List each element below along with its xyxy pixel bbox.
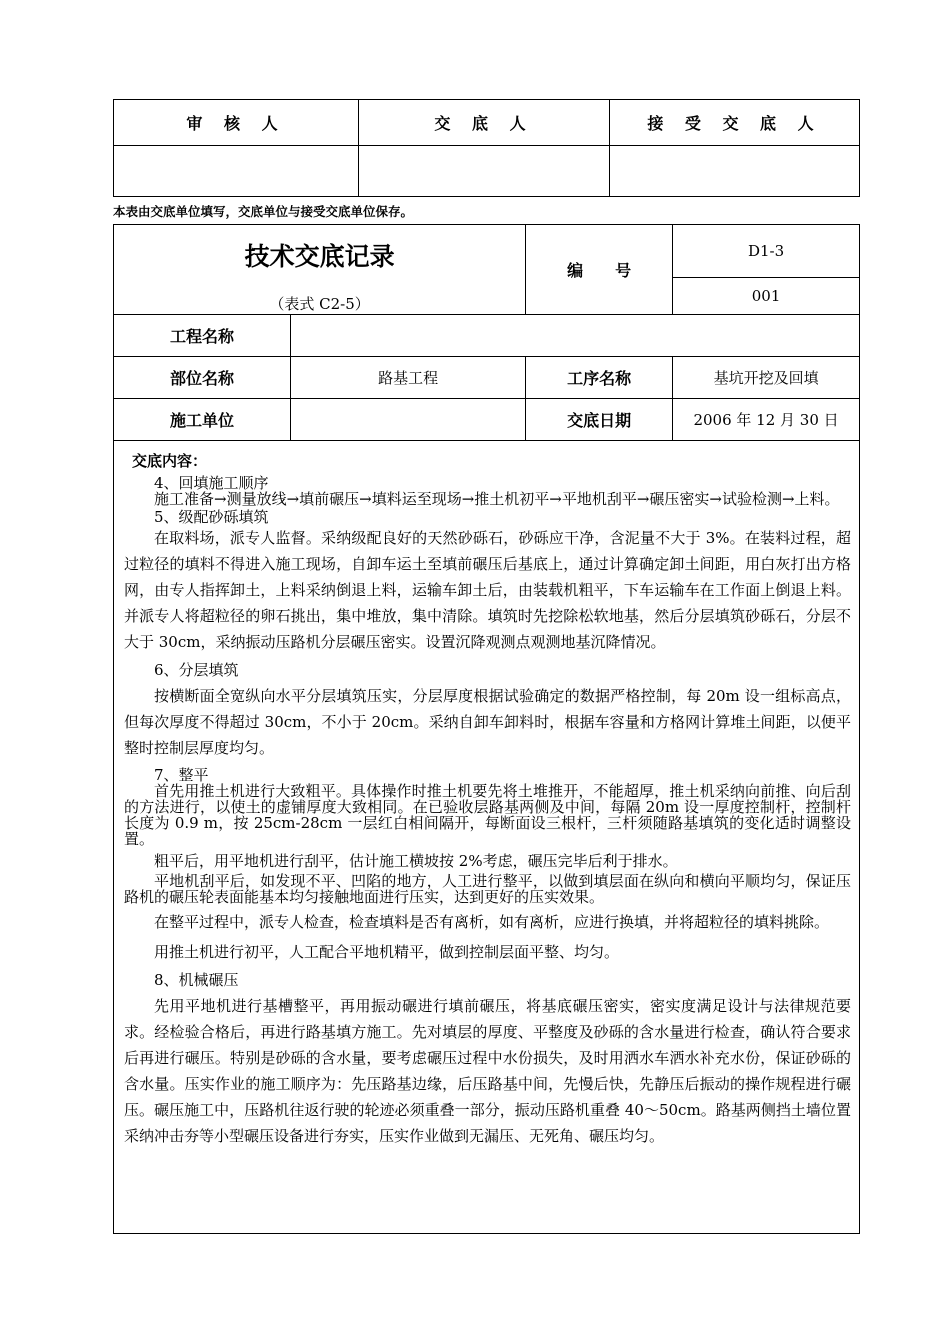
section-7-title: 7、整平	[154, 766, 209, 784]
date-label: 交底日期	[526, 399, 673, 441]
storage-note: 本表由交底单位填写，交底单位与接受交底单位保存。	[113, 204, 414, 219]
project-name-label: 工程名称	[114, 315, 291, 357]
record-title: 技术交底记录	[244, 242, 395, 271]
number-value-1: D1-3	[673, 225, 860, 278]
contractor-label: 施工单位	[114, 399, 291, 441]
presenter-signature-cell[interactable]	[359, 146, 610, 197]
presenter-header: 交 底 人	[359, 100, 610, 146]
content-heading: 交底内容：	[132, 452, 208, 470]
record-table	[113, 224, 860, 1234]
reviewer-header: 审 核 人	[114, 100, 359, 146]
section-7-para-2: 粗平后，用平地机进行刮平，估计施工横坡按 2%考虑，碾压完毕后利于排水。	[154, 852, 678, 870]
section-8-text: 先用平地机进行基槽整平，再用振动碾进行填前碾压，将基底碾压密实，密实度满足设计与法律规范要求。经检验合格后，再进行路基填方施工。先对填层的厚度、平整度及砂砾的含水量进行检查，确认符合要求后再进行碾压。特别是砂砾的含水量，要考虑碾压过程中水份损失，及时用洒水车洒水补充水份，保证砂砾的含水量。压实作业的施工顺序为：先压路基边缘，后压路基中间，先慢后快，先静压后振动的操作规程进行碾压。碾压施工中，压路机往返行驶的轮迹必须重叠一部分，振动压路机重叠 40～50cm。路基两侧挡土墙位置采纳冲击夯等小型碾压设备进行夯实，压实作业做到无漏压、无死角、碾压均匀。	[124, 997, 851, 1145]
reviewer-signature-cell[interactable]	[114, 146, 359, 197]
section-4-text: 施工准备→测量放线→填前碾压→填料运至现场→推土机初平→平地机刮平→碾压密实→试验检测→上料。	[154, 490, 840, 508]
process-name-label: 工序名称	[526, 357, 673, 399]
section-8-title: 8、机械碾压	[154, 971, 239, 989]
signature-table	[113, 99, 860, 197]
number-label: 编 号	[526, 225, 673, 315]
part-name-label: 部位名称	[114, 357, 291, 399]
section-7-para-4: 在整平过程中，派专人检查，检查填料是否有离析，如有离析，应进行换填，并将超粒径的填料挑除。	[154, 913, 830, 931]
section-7-para-5: 用推土机进行初平，人工配合平地机精平，做到控制层面平整、均匀。	[154, 943, 620, 961]
section-6-text: 按横断面全宽纵向水平分层填筑压实，分层厚度根据试验确定的数据严格控制，每 20m 设一组标高点，但每次厚度不得超过 30cm，不小于 20cm。采纳自卸车卸料时，根据车容量和方格网计算堆土间距，以便平整时控制层厚度均匀。	[124, 687, 851, 757]
receiver-signature-cell[interactable]	[610, 146, 860, 197]
number-value-2: 001	[673, 277, 860, 314]
section-7-para-1: 首先用推土机进行大致粗平。具体操作时推土机要先将土堆推开，不能超厚，推土机采纳向前推、向后刮的方法进行，以使土的虚铺厚度大致相同。在已验收层路基两侧及中间，每隔 20m 设一厚度控制杆，控制杆长度为 0.9 m，按 25cm-28cm 一层红白相间隔开，每断面设三根杆，三杆须随路基填筑的变化适时调整设置。	[124, 782, 851, 848]
content-cell	[114, 441, 860, 1234]
project-name-value[interactable]	[291, 315, 860, 357]
section-7-para-3: 平地机刮平后，如发现不平、凹陷的地方，人工进行整平，以做到填层面在纵向和横向平顺均匀，保证压路机的碾压轮表面能基本均匀接触地面进行压实，达到更好的压实效果。	[124, 872, 851, 906]
record-title-cell	[114, 225, 526, 315]
date-value: 2006 年 12 月 30 日	[673, 399, 860, 441]
part-name-value: 路基工程	[291, 357, 526, 399]
section-4-title: 4、回填施工顺序	[154, 474, 269, 492]
section-5-title: 5、级配砂砾填筑	[154, 508, 269, 526]
contractor-value[interactable]	[291, 399, 526, 441]
section-5-text: 在取料场，派专人监督。采纳级配良好的天然砂砾石，砂砾应干净，含泥量不大于 3%。在装料过程，超过粒径的填料不得进入施工现场，自卸车运土至填前碾压后基底上，通过计算确定卸土间距，用白灰打出方格网，由专人指挥卸土，上料采纳倒退上料，运输车卸土后，由装载机粗平，下车运输车在工作面上倒退上料。并派专人将超粒径的卵石挑出，集中堆放，集中清除。填筑时先挖除松软地基，然后分层填筑砂砾石，分层不大于 30cm，采纳振动压路机分层碾压密实。设置沉降观测点观测地基沉降情况。	[124, 529, 851, 651]
form-code: （表式 C2-5）	[269, 295, 370, 313]
section-6-title: 6、分层填筑	[154, 661, 239, 679]
process-name-value: 基坑开挖及回填	[673, 357, 860, 399]
receiver-header: 接 受 交 底 人	[610, 100, 860, 146]
